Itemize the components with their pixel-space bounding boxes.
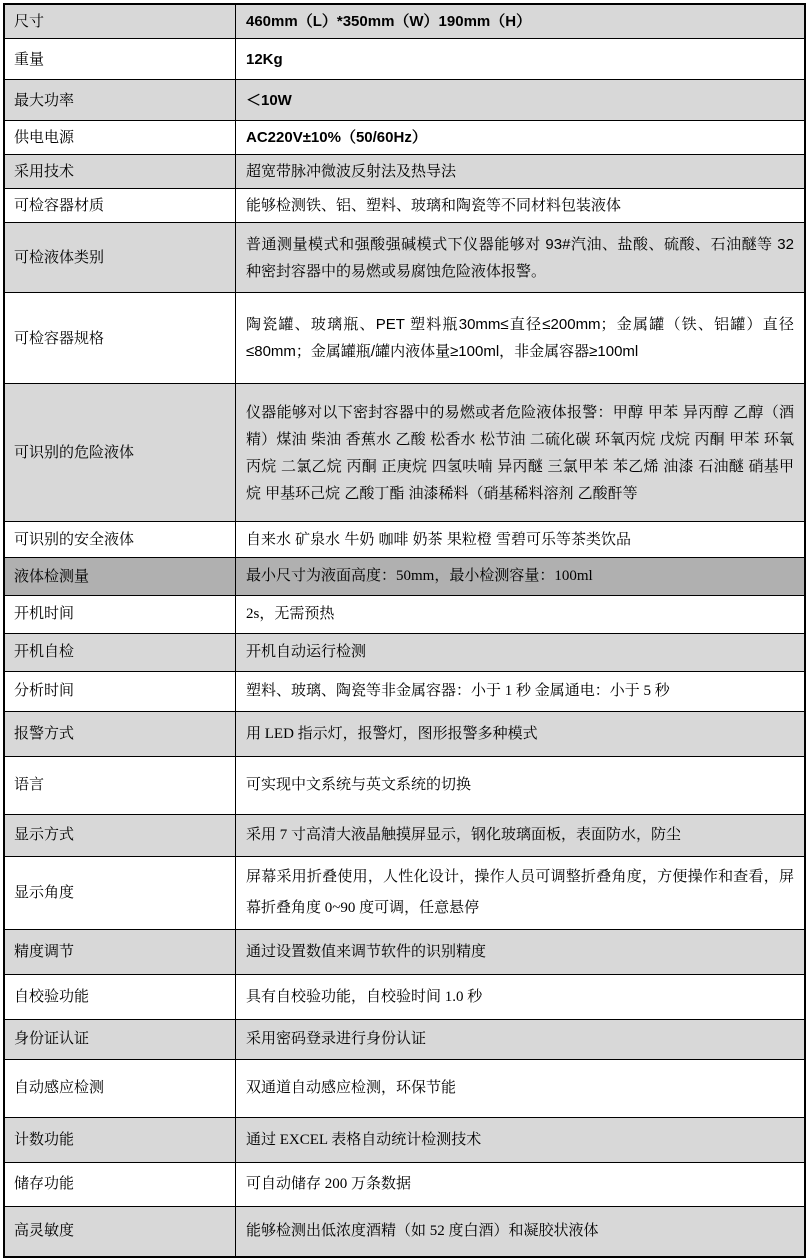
spec-label: 开机时间 [14,606,75,622]
table-row [5,595,804,633]
spec-label-cell [5,522,236,557]
spec-label: 储存功能 [14,1176,75,1192]
spec-value: 用 LED 指示灯，报警灯，图形报警多种模式 [246,725,538,742]
spec-label-cell [5,975,236,1019]
spec-label: 分析时间 [14,683,75,699]
table-row [5,1059,804,1117]
spec-label: 精度调节 [14,943,75,960]
spec-label-cell [5,384,236,521]
spec-label-cell [5,223,236,292]
spec-value-cell [236,930,804,974]
spec-value-cell [236,558,804,595]
table-row [5,671,804,711]
spec-value: 能够检测出低浓度酒精（如 52 度白酒）和凝胶状液体 [246,1223,599,1239]
spec-label-cell [5,857,236,929]
spec-value: AC220V±10%（50/60Hz） [246,129,427,146]
spec-label: 语言 [14,777,45,793]
spec-value: 双通道自动感应检测，环保节能 [246,1080,457,1096]
spec-value-cell [236,121,804,154]
table-row [5,521,804,557]
spec-value-cell [236,1207,804,1256]
spec-value: 仪器能够对以下密封容器中的易燃或者危险液体报警：甲醇 甲苯 异丙醇 乙醇（酒精）煤油 柴油 香蕉水 乙酸 松香水 松节油 二硫化碳 环氧丙烷 戊烷 丙酮 甲苯 环氧丙烷 二氯乙烷 丙酮 正庚烷 四氢呋喃 异丙醚 三氯甲苯 苯乙烯 油漆 石油醚 硝基甲烷 甲基环己烷 乙酸丁酯 油漆稀料（硝基稀料溶剂 乙酸酐等 [246,403,794,502]
spec-value-cell [236,189,804,222]
spec-value: 具有自校验功能，自校验时间 1.0 秒 [246,988,483,1005]
table-row [5,814,804,856]
spec-value-cell [236,672,804,711]
table-row [5,1206,804,1256]
spec-value: 超宽带脉冲微波反射法及热导法 [246,163,457,180]
spec-label: 可检液体类别 [14,249,105,266]
table-row [5,222,804,292]
spec-label-cell [5,558,236,595]
spec-value-cell [236,293,804,383]
spec-label: 可检容器规格 [14,329,105,347]
spec-value: 陶瓷罐、玻璃瓶、PET 塑料瓶30mm≤直径≤200mm；金属罐（铁、铝罐）直径≤80mm；金属罐瓶/罐内液体量≥100ml，非金属容器≥100ml [246,316,794,360]
spec-label-cell [5,189,236,222]
table-row [5,188,804,222]
table-row [5,120,804,154]
spec-label: 重量 [14,50,45,68]
spec-label-cell [5,80,236,120]
spec-label: 高灵敏度 [14,1223,75,1239]
table-row [5,711,804,756]
spec-label-cell [5,712,236,756]
spec-label: 身份证认证 [14,1031,90,1047]
spec-value-cell [236,384,804,521]
spec-label-cell [5,1207,236,1256]
spec-label: 计数功能 [14,1131,75,1148]
spec-label-cell [5,293,236,383]
table-row [5,633,804,671]
spec-value: 采用 7 寸高清大液晶触摸屏显示，钢化玻璃面板，表面防水，防尘 [246,827,682,843]
table-row [5,856,804,929]
spec-value-cell [236,80,804,120]
spec-label-cell [5,121,236,154]
table-row [5,79,804,120]
table-row [5,1162,804,1206]
spec-value: 通过 EXCEL 表格自动统计检测技术 [246,1131,482,1148]
spec-label: 可检容器材质 [14,197,105,214]
spec-value: 可自动储存 200 万条数据 [246,1176,412,1192]
spec-label-cell [5,5,236,38]
spec-value: 采用密码登录进行身份认证 [246,1031,427,1047]
table-row [5,557,804,595]
table-row [5,756,804,814]
spec-value: 能够检测铁、铝、塑料、玻璃和陶瓷等不同材料包装液体 [246,197,622,214]
spec-value: 460mm（L）*350mm（W）190mm（H） [246,13,532,30]
spec-value-cell [236,39,804,79]
spec-value: 可实现中文系统与英文系统的切换 [246,777,472,793]
spec-value-cell [236,155,804,188]
spec-label-cell [5,596,236,633]
spec-value: 屏幕采用折叠使用，人性化设计，操作人员可调整折叠角度，方便操作和查看，屏幕折叠角度 0~90 度可调，任意悬停 [246,869,794,916]
table-row [5,383,804,521]
spec-label-cell [5,757,236,814]
spec-label: 报警方式 [14,725,75,742]
table-row [5,1117,804,1162]
spec-value: 12Kg [246,50,283,68]
spec-label-cell [5,1020,236,1059]
spec-value-cell [236,522,804,557]
spec-label: 最大功率 [14,91,75,109]
table-row [5,974,804,1019]
spec-label: 可识别的危险液体 [14,444,135,461]
spec-label-cell [5,39,236,79]
spec-label: 供电电源 [14,129,75,146]
spec-value: 2s，无需预热 [246,606,335,622]
spec-value-cell [236,1118,804,1162]
table-row [5,5,804,38]
spec-value-cell [236,757,804,814]
spec-label: 显示角度 [14,884,75,901]
spec-label: 开机自检 [14,644,75,660]
spec-label-cell [5,634,236,671]
spec-label: 液体检测量 [14,568,90,585]
spec-value-cell [236,596,804,633]
spec-label: 显示方式 [14,827,75,843]
spec-value-cell [236,815,804,856]
table-row [5,929,804,974]
spec-label-cell [5,930,236,974]
spec-label: 可识别的安全液体 [14,531,135,548]
spec-table [3,3,806,1258]
spec-label-cell [5,1060,236,1117]
spec-label-cell [5,1163,236,1206]
spec-value: ＜10W [246,91,292,109]
spec-value: 普通测量模式和强酸强碱模式下仪器能够对 93#汽油、盐酸、硫酸、石油醚等 32 种密封容器中的易燃或易腐蚀危险液体报警。 [246,235,794,280]
table-row [5,292,804,383]
spec-value-cell [236,975,804,1019]
spec-value-cell [236,712,804,756]
table-row [5,1019,804,1059]
spec-value-cell [236,1020,804,1059]
spec-value-cell [236,1163,804,1206]
spec-value-cell [236,223,804,292]
spec-value: 开机自动运行检测 [246,644,367,660]
spec-value-cell [236,857,804,929]
spec-label-cell [5,815,236,856]
table-row [5,154,804,188]
spec-value-cell [236,1060,804,1117]
spec-label: 自动感应检测 [14,1080,105,1096]
spec-value-cell [236,5,804,38]
spec-label: 自校验功能 [14,988,90,1005]
spec-label-cell [5,672,236,711]
spec-label-cell [5,1118,236,1162]
spec-value: 塑料、玻璃、陶瓷等非金属容器：小于 1 秒 金属通电：小于 5 秒 [246,683,670,699]
spec-value-cell [236,634,804,671]
spec-value: 自来水 矿泉水 牛奶 咖啡 奶茶 果粒橙 雪碧可乐等茶类饮品 [246,531,632,548]
spec-label: 尺寸 [14,13,45,30]
spec-value: 最小尺寸为液面高度：50mm，最小检测容量：100ml [246,568,593,584]
spec-label: 采用技术 [14,163,75,180]
spec-label-cell [5,155,236,188]
table-row [5,38,804,79]
spec-value: 通过设置数值来调节软件的识别精度 [246,943,487,960]
